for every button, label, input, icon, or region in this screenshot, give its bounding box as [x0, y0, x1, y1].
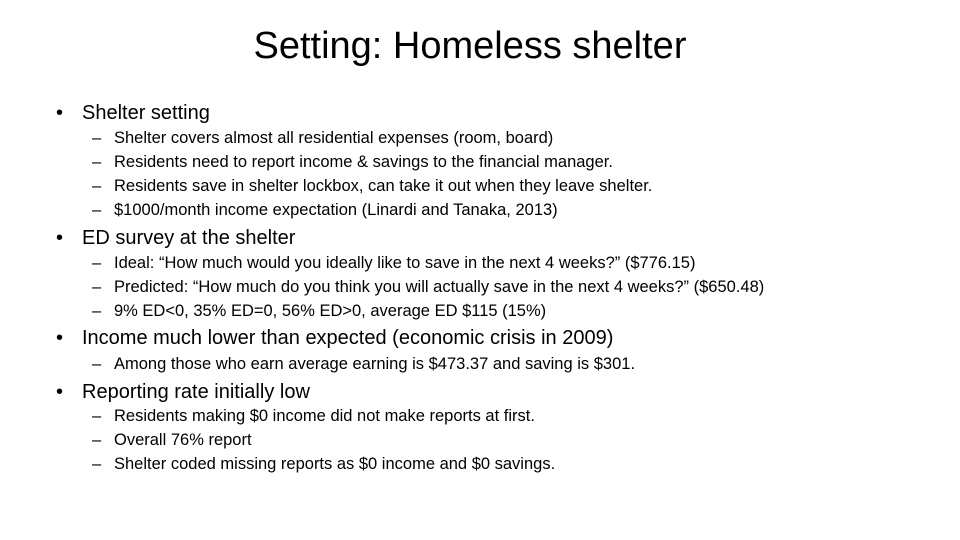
bullet-text: Shelter setting: [82, 102, 210, 124]
bullet-icon: •: [56, 381, 64, 403]
dash-icon: –: [92, 431, 102, 449]
sub-bullet-text: Residents making $0 income did not make reports at first.: [114, 407, 535, 425]
sub-bullet-text: Predicted: “How much do you think you will actually save in the next 4 weeks?” ($650.48): [114, 278, 765, 296]
sub-bullet: [92, 151, 613, 173]
bullet-income-lower: [56, 325, 613, 351]
sub-bullet-text: 9% ED<0, 35% ED=0, 56% ED>0, average ED $115 (15%): [114, 302, 547, 320]
dash-icon: –: [92, 254, 102, 272]
sub-bullet-text: Residents need to report income & savings to the financial manager.: [114, 153, 613, 171]
bullet-ed-survey: [56, 225, 295, 251]
sub-bullet: [92, 276, 764, 298]
sub-bullet-text: Among those who earn average earning is $473.37 and saving is $301.: [114, 355, 636, 373]
sub-bullet: [92, 353, 635, 375]
bullet-icon: •: [56, 327, 64, 349]
dash-icon: –: [92, 177, 102, 195]
bullet-shelter-setting: [56, 100, 210, 126]
bullet-icon: •: [56, 227, 64, 249]
sub-bullet-text: Shelter coded missing reports as $0 income and $0 savings.: [114, 455, 556, 473]
sub-bullet: [92, 127, 553, 149]
sub-bullet: [92, 252, 695, 274]
bullet-reporting-rate: [56, 379, 310, 405]
sub-bullet: [92, 429, 252, 451]
dash-icon: –: [92, 355, 102, 373]
sub-bullet-text: Residents save in shelter lockbox, can take it out when they leave shelter.: [114, 177, 653, 195]
sub-bullet-text: $1000/month income expectation (Linardi and Tanaka, 2013): [114, 201, 558, 219]
dash-icon: –: [92, 201, 102, 219]
bullet-text: ED survey at the shelter: [82, 227, 296, 249]
sub-bullet-text: Shelter covers almost all residential expenses (room, board): [114, 129, 554, 147]
sub-bullet: [92, 453, 555, 475]
sub-bullet-text: Ideal: “How much would you ideally like to save in the next 4 weeks?” ($776.15): [114, 254, 696, 272]
sub-bullet: [92, 199, 558, 221]
slide-title: Setting: Homeless shelter: [253, 25, 687, 67]
dash-icon: –: [92, 153, 102, 171]
sub-bullet: [92, 405, 535, 427]
sub-bullet-text: Overall 76% report: [114, 431, 252, 449]
dash-icon: –: [92, 455, 102, 473]
dash-icon: –: [92, 278, 102, 296]
sub-bullet: [92, 175, 652, 197]
bullet-icon: •: [56, 102, 64, 124]
dash-icon: –: [92, 407, 102, 425]
dash-icon: –: [92, 129, 102, 147]
bullet-text: Reporting rate initially low: [82, 381, 310, 403]
bullet-text: Income much lower than expected (economic crisis in 2009): [82, 327, 614, 349]
sub-bullet: [92, 300, 546, 322]
dash-icon: –: [92, 302, 102, 320]
